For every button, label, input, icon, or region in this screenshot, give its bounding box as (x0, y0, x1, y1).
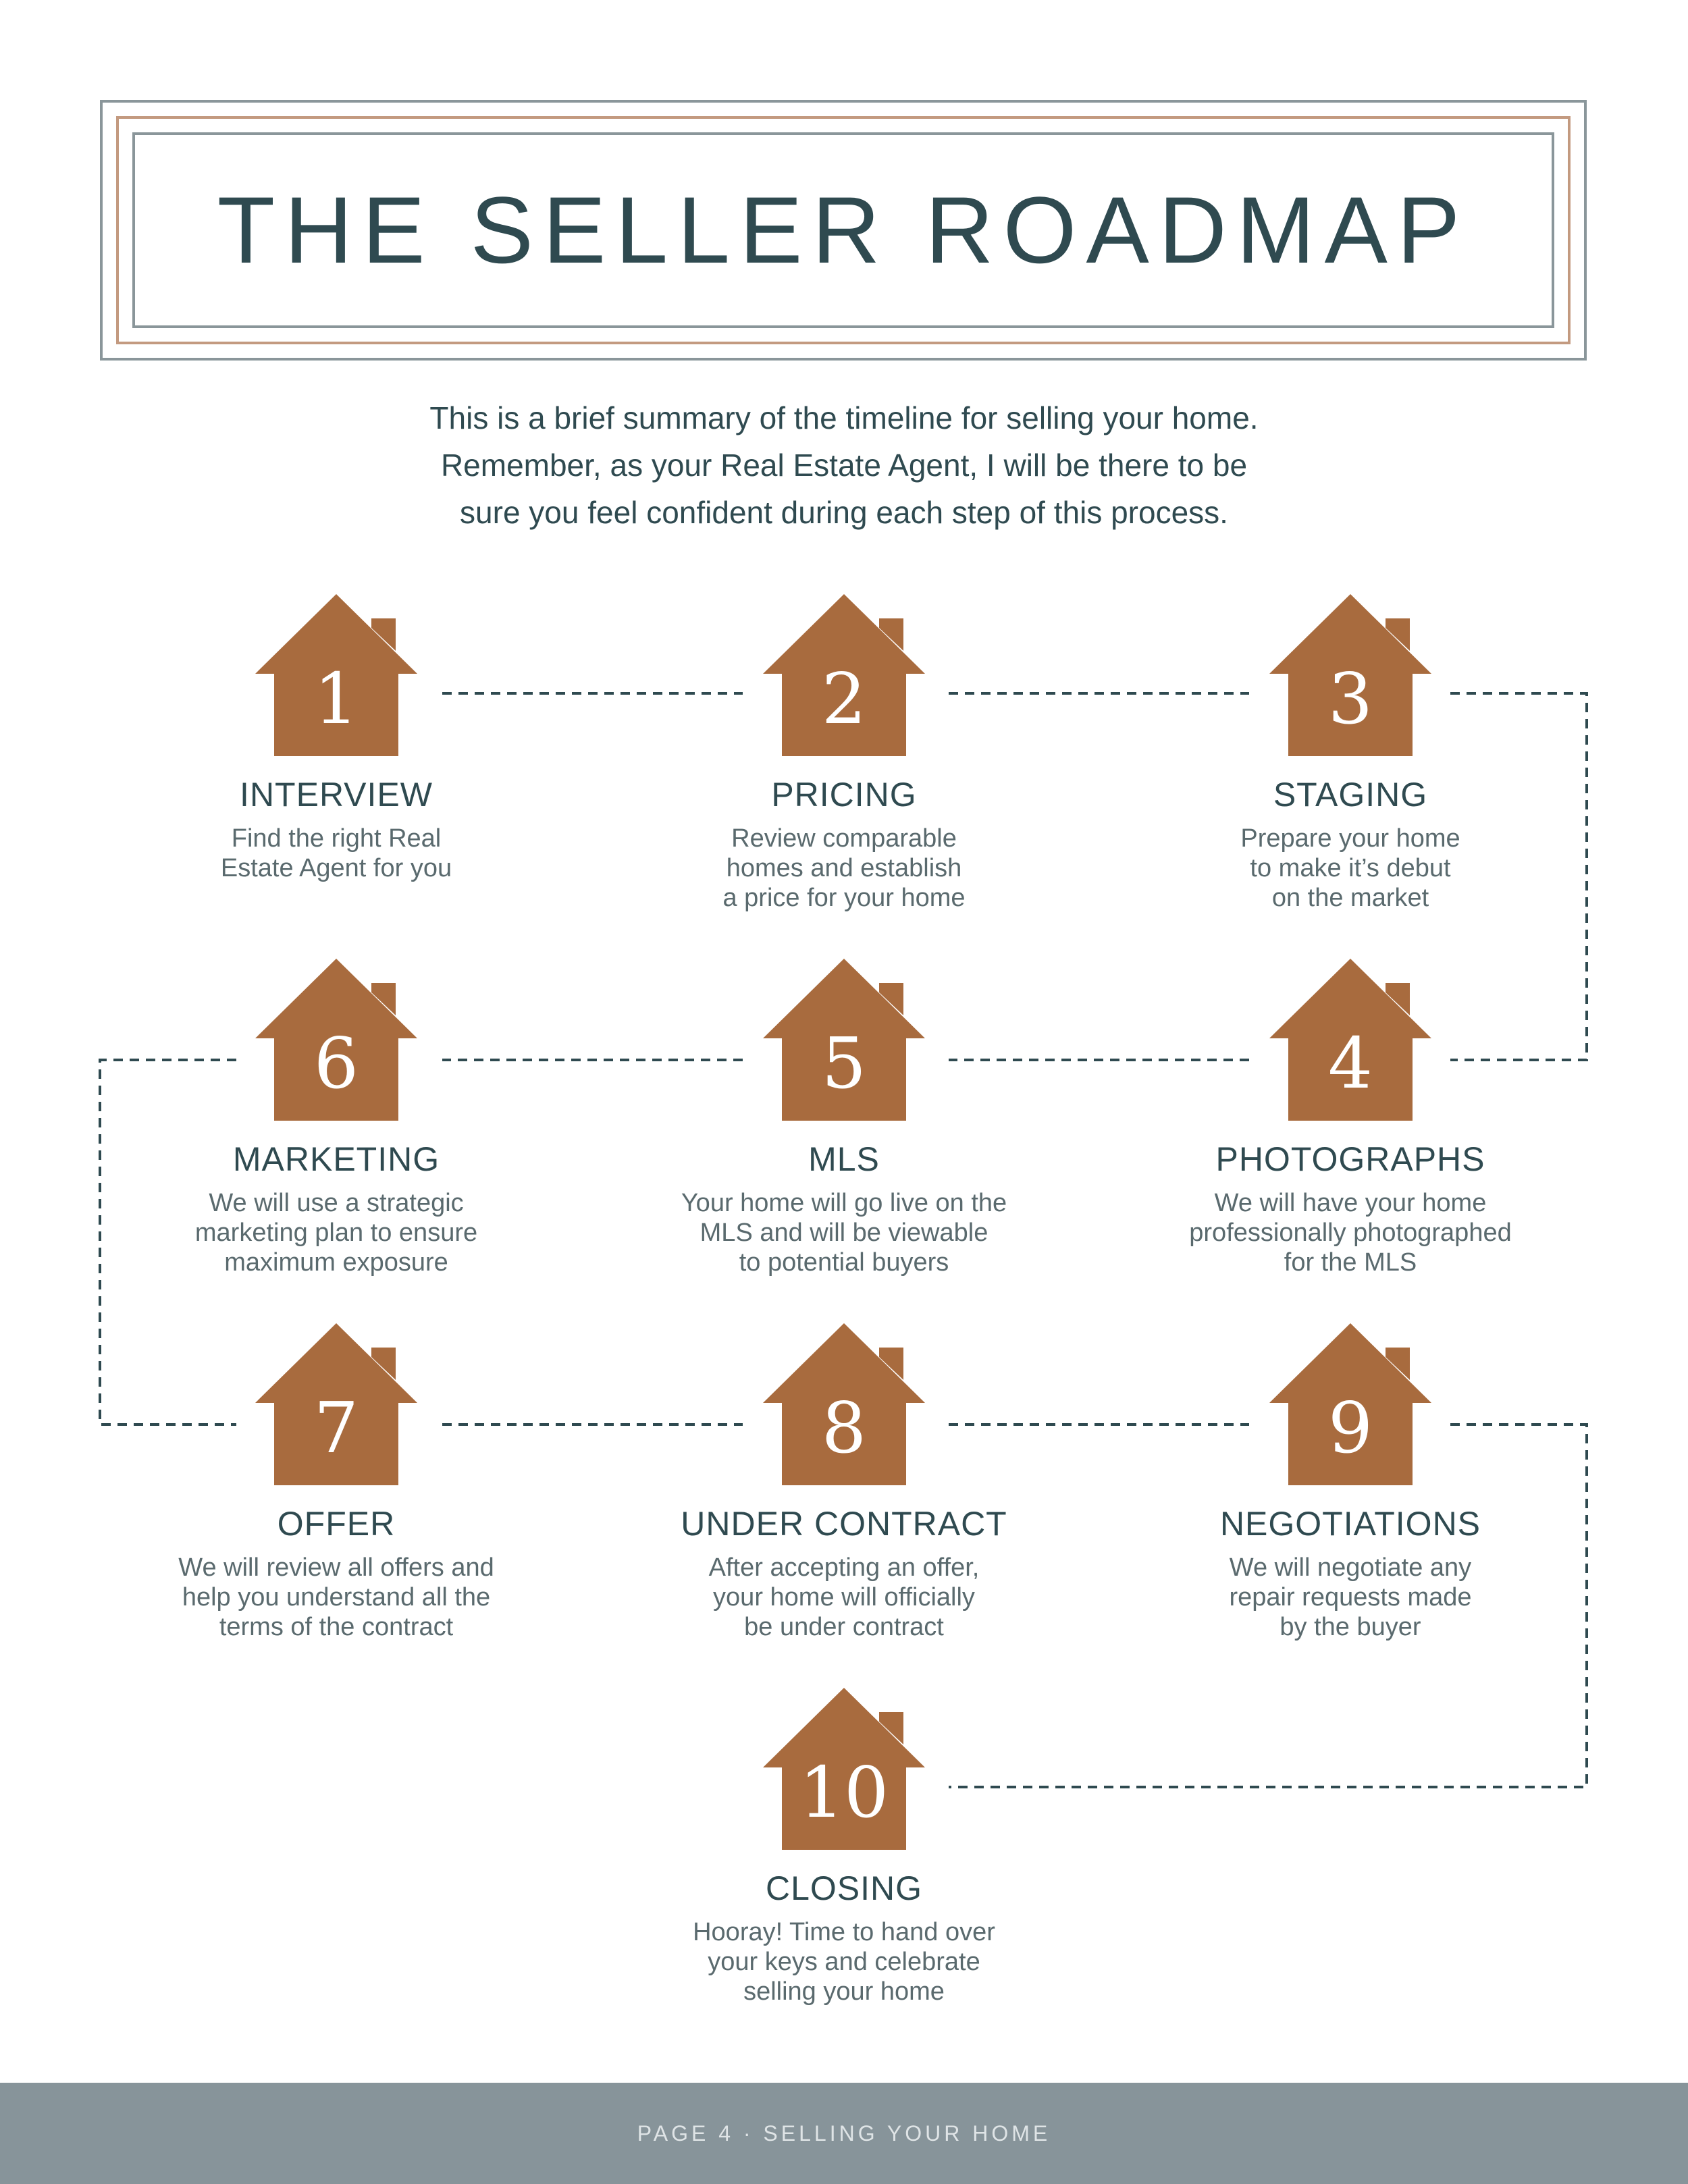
house-icon (763, 959, 925, 1121)
footer-text: PAGE 4 · SELLING YOUR HOME (637, 2121, 1051, 2146)
step-desc-line: selling your home (743, 1977, 945, 2006)
step-desc-line: Your home will go live on the (681, 1189, 1007, 1217)
step-number: 1 (313, 658, 359, 740)
step-description (80, 1188, 593, 1277)
step-desc-line: Find the right Real (231, 824, 442, 853)
step-description (1094, 1553, 1607, 1642)
step-description (1094, 1188, 1607, 1277)
step-title: INTERVIEW (240, 776, 433, 814)
step-description (80, 824, 593, 883)
step-description (587, 1917, 1101, 2006)
step-desc-line: professionally photographed (1189, 1219, 1512, 1247)
step-title: CLOSING (765, 1869, 923, 1907)
step-title: PHOTOGRAPHS (1215, 1140, 1485, 1178)
step-desc-line: a price for your home (722, 884, 966, 912)
step-title: MARKETING (232, 1140, 440, 1178)
house-icon (763, 1323, 925, 1485)
intro-line: sure you feel confident during each step of this process. (460, 495, 1228, 530)
step-title: OFFER (277, 1505, 396, 1543)
step-description (587, 1553, 1101, 1642)
step-desc-line: repair requests made (1229, 1583, 1472, 1612)
step-desc-line: We will review all offers and (178, 1553, 494, 1582)
house-icon (255, 1323, 417, 1485)
step-desc-line: to make it’s debut (1250, 854, 1451, 882)
step-desc-line: be under contract (744, 1613, 944, 1641)
house-icon (763, 1688, 925, 1850)
step-number: 5 (821, 1022, 867, 1104)
intro-line: This is a brief summary of the timeline for selling your home. (429, 400, 1259, 435)
house-icon (255, 959, 417, 1121)
house-icon (255, 594, 417, 756)
house-icon (1269, 1323, 1431, 1485)
step-desc-line: Review comparable (731, 824, 957, 853)
step-title: UNDER CONTRACT (681, 1505, 1007, 1543)
step-desc-line: your keys and celebrate (708, 1948, 980, 1976)
house-icon (1269, 594, 1431, 756)
step-desc-line: for the MLS (1284, 1248, 1417, 1277)
step-number: 3 (1327, 658, 1373, 740)
step-desc-line: help you understand all the (182, 1583, 491, 1612)
step-number: 8 (821, 1387, 867, 1469)
step-description (587, 824, 1101, 913)
intro-line: Remember, as your Real Estate Agent, I will be there to be (440, 448, 1248, 483)
page-footer (0, 2083, 1688, 2184)
step-desc-line: to potential buyers (739, 1248, 949, 1277)
step-desc-line: MLS and will be viewable (700, 1219, 988, 1247)
step-desc-line: by the buyer (1280, 1613, 1421, 1641)
step-desc-line: After accepting an offer, (708, 1553, 980, 1582)
step-number: 7 (313, 1387, 359, 1469)
step-title: PRICING (771, 776, 917, 814)
step-number: 6 (313, 1022, 359, 1104)
step-desc-line: terms of the contract (219, 1613, 454, 1641)
step-desc-line: your home will officially (713, 1583, 975, 1612)
step-title: NEGOTIATIONS (1219, 1505, 1481, 1543)
step-description (587, 1188, 1101, 1277)
step-number: 4 (1327, 1022, 1373, 1104)
step-desc-line: maximum exposure (224, 1248, 448, 1277)
step-title: STAGING (1273, 776, 1428, 814)
step-description (1094, 824, 1607, 913)
house-icon (1269, 959, 1431, 1121)
step-desc-line: Hooray! Time to hand over (693, 1918, 995, 1946)
step-number: 9 (1327, 1387, 1373, 1469)
step-number: 2 (821, 658, 867, 740)
step-desc-line: homes and establish (726, 854, 962, 882)
step-desc-line: Estate Agent for you (220, 854, 452, 882)
step-desc-line: We will negotiate any (1229, 1553, 1472, 1582)
step-desc-line: marketing plan to ensure (194, 1219, 478, 1247)
step-desc-line: Prepare your home (1240, 824, 1460, 853)
page-title: THE SELLER ROADMAP (217, 177, 1470, 283)
step-desc-line: We will have your home (1214, 1189, 1487, 1217)
step-description (80, 1553, 593, 1642)
step-desc-line: on the market (1271, 884, 1429, 912)
step-title: MLS (808, 1140, 880, 1178)
step-number: 10 (799, 1751, 889, 1834)
step-desc-line: We will use a strategic (209, 1189, 464, 1217)
house-icon (763, 594, 925, 756)
